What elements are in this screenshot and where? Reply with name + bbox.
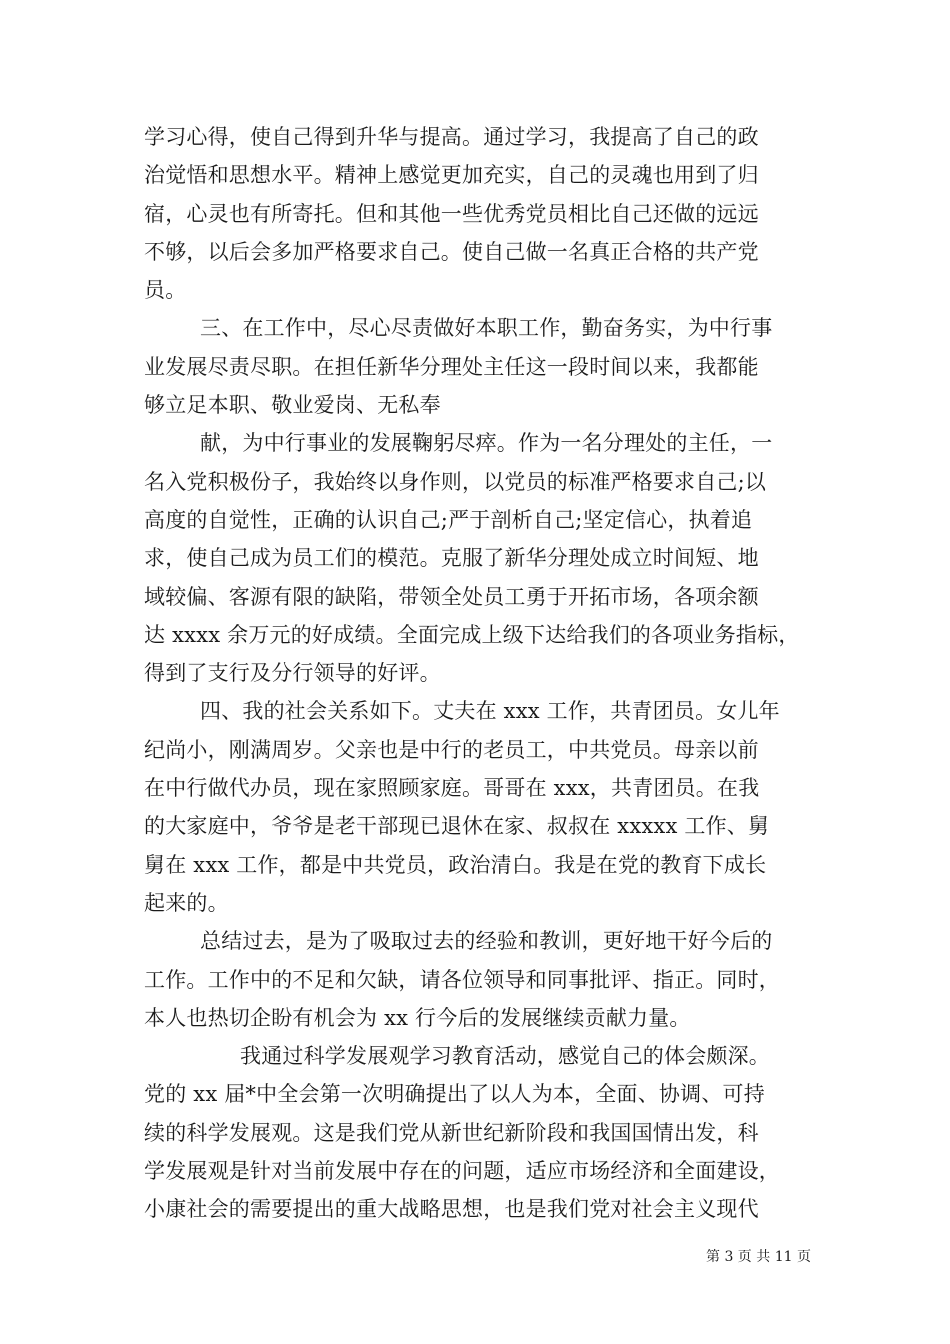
text-line: 够立足本职、敬业爱岗、无私奉: [144, 393, 441, 418]
text-line: 治觉悟和思想水平。精神上感觉更加充实，自己的灵魂也用到了归: [144, 163, 759, 188]
text-line: 舅在 xxx 工作，都是中共党员，政治清白。我是在党的教育下成长: [144, 852, 767, 877]
text-line: 员。: [144, 278, 187, 303]
text-line: 纪尚小，刚满周岁。父亲也是中行的老员工，中共党员。母亲以前: [144, 737, 759, 762]
paragraph-start-line: 三、在工作中，尽心尽责做好本职工作，勤奋务实，为中行事: [200, 316, 773, 341]
text-line: 工作。工作中的不足和欠缺，请各位领导和同事批评、指正。同时，: [144, 967, 780, 992]
text-line: 高度的自觉性，正确的认识自己;严于剖析自己;坚定信心，执着追: [144, 507, 753, 532]
paragraph-start-line: 四、我的社会关系如下。丈夫在 xxx 工作，共青团员。女儿年: [200, 699, 780, 724]
text-line: 本人也热切企盼有机会为 xx 行今后的发展继续贡献力量。: [144, 1005, 691, 1030]
body-text: [144, 118, 824, 1229]
paragraph-start-line: 献，为中行事业的发展鞠躬尽瘁。作为一名分理处的主任，一: [200, 431, 773, 456]
text-line: 小康社会的需要提出的重大战略思想，也是我们党对社会主义现代: [144, 1197, 759, 1222]
text-line: 学发展观是针对当前发展中存在的问题，适应市场经济和全面建设，: [144, 1159, 780, 1184]
text-line: 得到了支行及分行领导的好评。: [144, 661, 441, 686]
text-line: 在中行做代办员，现在家照顾家庭。哥哥在 xxx，共青团员。在我: [144, 776, 760, 801]
text-line: 业发展尽责尽职。在担任新华分理处主任这一段时间以来，我都能: [144, 354, 759, 379]
text-line: 学习心得，使自己得到升华与提高。通过学习，我提高了自己的政: [144, 125, 759, 149]
page-number-footer: 第 3 页 共 11 页: [706, 1249, 811, 1265]
text-line: 不够，以后会多加严格要求自己。使自己做一名真正合格的共产党: [144, 239, 759, 264]
text-line: 求，使自己成为员工们的模范。克服了新华分理处成立时间短、地: [144, 546, 759, 571]
text-line: 起来的。: [144, 890, 229, 915]
text-line: 达 xxxx 余万元的好成绩。全面完成上级下达给我们的各项业务指标，: [144, 622, 800, 647]
text-line: 的大家庭中，爷爷是老干部现已退休在家、叔叔在 xxxxx 工作、舅: [144, 814, 770, 839]
text-line: 域较偏、客源有限的缺陷，带领全处员工勇于开拓市场，各项余额: [144, 584, 759, 609]
paragraph-start-line: 总结过去，是为了吸取过去的经验和教训，更好地干好今后的: [200, 929, 773, 954]
text-line: 宿，心灵也有所寄托。但和其他一些优秀党员相比自己还做的远远: [144, 201, 759, 226]
paragraph-start-line: 我通过科学发展观学习教育活动，感觉自己的体会颇深。: [240, 1044, 770, 1069]
text-line: 名入党积极份子，我始终以身作则，以党员的标准严格要求自己;以: [144, 469, 767, 494]
text-line: 续的科学发展观。这是我们党从新世纪新阶段和我国国情出发，科: [144, 1120, 759, 1145]
text-line: 党的 xx 届*中全会第一次明确提出了以人为本，全面、协调、可持: [144, 1082, 765, 1107]
